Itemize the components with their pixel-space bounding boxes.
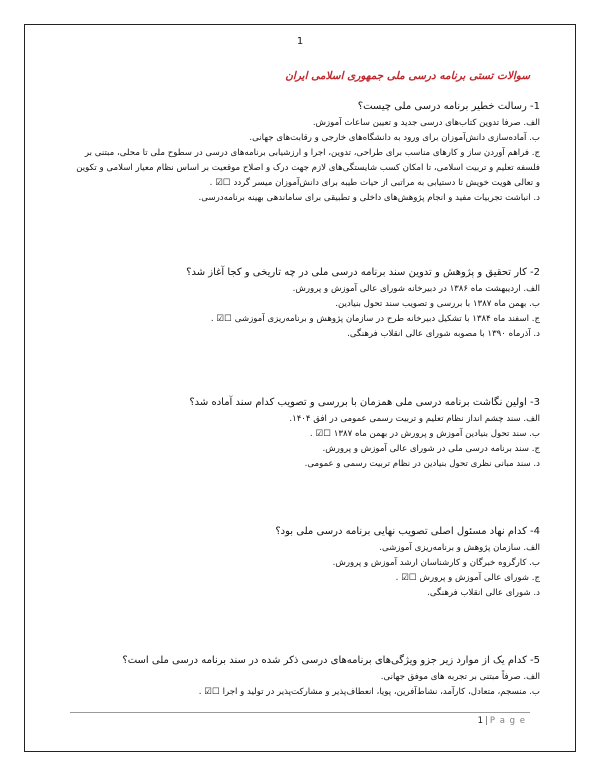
checkbox-checked-icon: ☐☑ . <box>210 314 232 324</box>
top-page-number: 1 <box>296 36 304 47</box>
option-be: ب. بهمن ماه ۱۳۸۷ با بررسی و تصویب سند تحول بنیادین. <box>335 299 540 309</box>
footer-page-number: 1 <box>477 716 484 726</box>
question-4 <box>70 525 540 601</box>
question-stem: 3- اولین نگاشت برنامه درسی ملی همزمان با بررسی و تصویب کدام سند آماده شد؟ <box>189 397 540 408</box>
footer-page-word: P a g e <box>489 716 526 726</box>
question-1 <box>70 100 540 206</box>
option-alef: الف. اردیبهشت ماه ۱۳۸۶ در دبیرخانه شورای عالی آموزش و پرورش. <box>292 284 540 294</box>
question-3 <box>70 396 540 472</box>
checkbox-checked-icon: ☐☑ . <box>309 429 331 439</box>
question-2 <box>70 266 540 342</box>
question-stem: 2- کار تحقیق و پژوهش و تدوین سند برنامه درسی ملی در چه تاریخی و کجا آغاز شد؟ <box>186 267 540 278</box>
option-be: ب. منسجم، متعادل، کارآمد، نشاط‌آفرین، پویا، انعطاف‌پذیر و مشارکت‌پذیر در تولید و اجرا☐☑ . <box>198 687 540 697</box>
option-be: ب. کارگروه خبرگان و کارشناسان ارشد آموزش و پرورش. <box>332 558 540 568</box>
checkbox-checked-icon: ☐☑ . <box>395 573 417 583</box>
question-stem: 5- کدام یک از موارد زیر جزو ویژگی‌های برنامه‌های درسی ذکر شده در سند برنامه درسی ملی است؟ <box>122 655 540 666</box>
option-be: ب. آماده‌سازی دانش‌آموزان برای ورود به دانشگاه‌های خارجی و رقابت‌های جهانی. <box>249 133 540 143</box>
footer-separator: | <box>485 716 488 726</box>
question-5 <box>70 654 540 700</box>
option-jim: ج. سند برنامه درسی ملی در شورای عالی آموزش و پرورش. <box>322 444 540 454</box>
option-alef: الف. صرفا تدوین کتاب‌های درسی جدید و تعیین ساعات آموزش. <box>312 118 540 128</box>
option-dal: د. آذرماه ۱۳۹۰ با مصوبه شورای عالی انقلاب فرهنگی. <box>347 329 540 339</box>
footer-divider <box>70 712 530 713</box>
option-alef: الف. سند چشم انداز نظام تعلیم و تربیت رسمی عمومی در افق ۱۴۰۴. <box>289 414 540 424</box>
option-dal: د. انباشت تجربیات مفید و انجام پژوهش‌های داخلی و تطبیقی برای ساماندهی بهینه برنامه‌درسی. <box>198 193 540 203</box>
footer-page-label <box>478 716 526 726</box>
option-jim: ج. اسفند ماه ۱۳۸۴ با تشکیل دبیرخانه طرح در سازمان پژوهش و برنامه‌ریزی آموزشی☐☑ . <box>210 314 540 324</box>
option-dal: د. سند مبانی نظری تحول بنیادین در نظام تربیت رسمی و عمومی. <box>304 459 540 469</box>
question-stem: 1- رسالت خطیر برنامه درسی ملی چیست؟ <box>357 101 540 112</box>
option-jim: ج. شورای عالی آموزش و پرورش☐☑ . <box>395 573 540 583</box>
option-alef: الف. صرفاً مبتنی بر تجربه های موفق جهانی. <box>380 672 540 682</box>
option-dal: د. شورای عالی انقلاب فرهنگی. <box>427 588 540 598</box>
option-alef: الف. سازمان پژوهش و برنامه‌ریزی آموزشی. <box>379 543 540 553</box>
option-be: ب. سند تحول بنیادین آموزش و پرورش در بهمن ماه ۱۳۸۷☐☑ . <box>309 429 540 439</box>
checkbox-checked-icon: ☐☑ . <box>209 178 231 188</box>
option-jim: ج. فراهم آوردن ساز و کارهای مناسب برای طراحی، تدوین، اجرا و ارزشیابی برنامه‌های درسی در سطوح ملی تا محلی، مبتنی بر فلسفه تعلیم و تربیت اسلامی، تا امکان کسب شایستگی‌های لازم جهت درک و اصلاح موقعیت بر اساس نظام معیار اسلامی و تکوین و تعالی هویت خویش تا دستیابی به مراتبی از حیات طیبه برای دانش‌آموزان میسر گردد☐☑ . <box>76 148 540 188</box>
checkbox-checked-icon: ☐☑ . <box>198 687 220 697</box>
document-title: سوالات تستی برنامه درسی ملی جمهوری اسلامی ایران <box>285 70 530 82</box>
question-stem: 4- کدام نهاد مسئول اصلی تصویب نهایی برنامه درسی ملی بود؟ <box>275 526 540 537</box>
